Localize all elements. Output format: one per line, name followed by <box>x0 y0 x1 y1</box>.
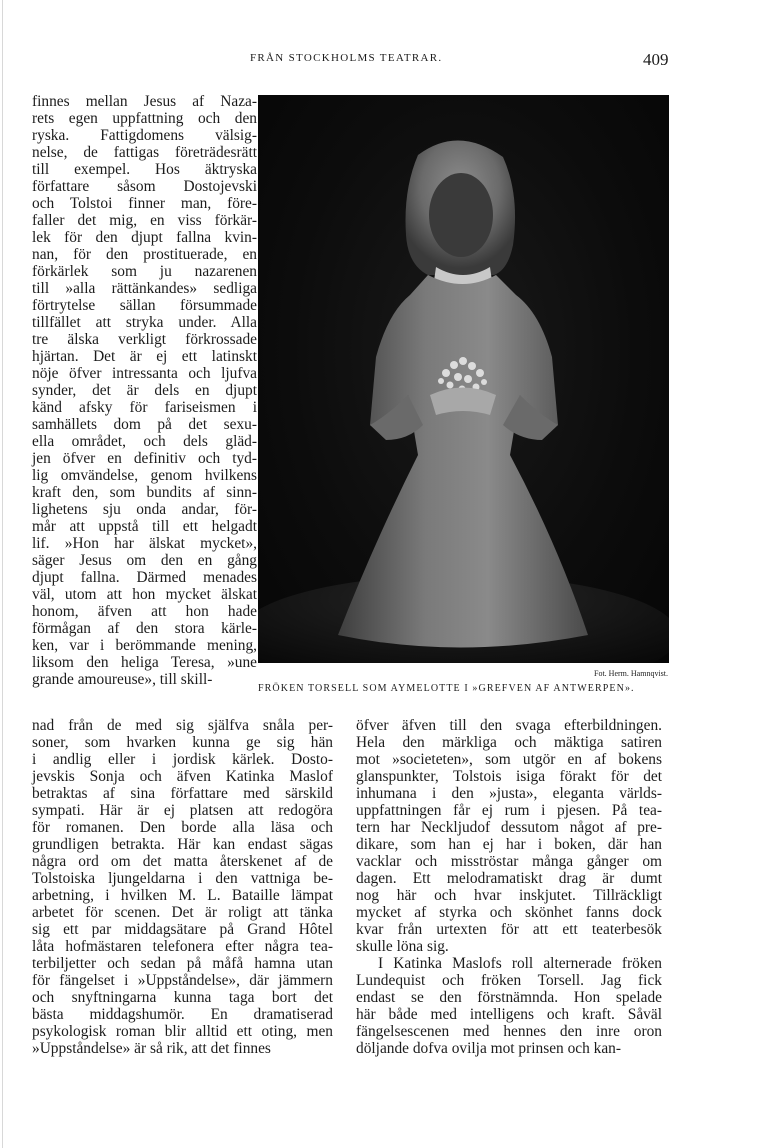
text-line: dikare, som han ej har i boken, där han <box>356 836 662 853</box>
text-line: kvar från urtexten för att ett teaterbesök <box>356 921 662 938</box>
text-line: djupt fallna. Därmed menades <box>32 569 257 586</box>
text-line: uppfattningen får ej rum i pjesen. På tea- <box>356 802 662 819</box>
running-title: FRÅN STOCKHOLMS TEATRAR. <box>250 52 443 64</box>
text-line: tre älska verkligt förkrossade <box>32 331 257 348</box>
text-line: ken, var i berömmande mening, <box>32 637 257 654</box>
text-line: endast se den förstnämnda. Hon spelade <box>356 989 662 1006</box>
left-column-bottom-text <box>32 717 333 1057</box>
text-line: för romanen. Den borde alla läsa och <box>32 819 333 836</box>
right-column-bottom-text <box>356 717 662 1057</box>
text-line: lek för den djupt fallna kvin- <box>32 229 257 246</box>
text-line: säger Jesus om den en gång <box>32 552 257 569</box>
text-line: i andlig eller i jordisk kärlek. Dosto- <box>32 751 333 768</box>
text-line: faller det mig, en viss förkär- <box>32 212 257 229</box>
text-line: förmågan af den stora kärle- <box>32 620 257 637</box>
text-line: glanspunkter, Tolstois isiga förakt för det <box>356 768 662 785</box>
text-line: förtrytelse sällan försummade <box>32 297 257 314</box>
text-line: jen öfver en definitiv och tyd- <box>32 450 257 467</box>
text-line: nöje öfver intressanta och ljufva <box>32 365 257 382</box>
text-line: nan, för den prostituerade, en <box>32 246 257 263</box>
text-line: lig omvändelse, genom hvilkens <box>32 467 257 484</box>
page-number: 409 <box>643 50 669 69</box>
text-line: vacklar och misströstar många gånger om <box>356 853 662 870</box>
text-line: jevskis Sonja och äfven Katinka Maslof <box>32 768 333 785</box>
text-line: till exempel. Hos äktryska <box>32 161 257 178</box>
text-line: döljande dofva ovilja mot prinsen och kan- <box>356 1040 621 1057</box>
text-line: några ord om det matta återskenet af de <box>32 853 333 870</box>
left-column-top-text <box>32 93 257 688</box>
actress-photograph <box>258 95 669 663</box>
text-line: för fängelset i »Uppståndelse», där jämmern <box>32 972 333 989</box>
text-line: mycket af styrka och skönhet fanns dock <box>356 904 662 921</box>
text-line: bästa middagshumör. En dramatiserad <box>32 1006 333 1023</box>
text-line: skulle löna sig. <box>356 938 449 955</box>
text-line: öfver äfven till den svaga efterbildningen. <box>356 717 662 734</box>
text-line: honom, äfven att hon hade <box>32 603 257 620</box>
text-line: och Tolstoi finner man, före- <box>32 195 257 212</box>
text-line: psykologisk roman blir alltid ett oting, men <box>32 1023 333 1040</box>
text-line: väl, utom att hon mycket älskat <box>32 586 257 603</box>
text-line: förkärlek som ju nazarenen <box>32 263 257 280</box>
text-line: I Katinka Maslofs roll alternerade fröken <box>378 955 662 972</box>
text-line: Lundequist och fröken Torsell. Jag fick <box>356 972 662 989</box>
text-line: arbetet för scenen. Det är roligt att tänka <box>32 904 333 921</box>
text-line: sympati. Här är ej platsen att redogöra <box>32 802 333 819</box>
text-line: inhumana i den »justa», eleganta världs- <box>356 785 662 802</box>
text-line: rets egen uppfattning och den <box>32 110 257 127</box>
actress-figure-illustration <box>258 95 669 663</box>
text-line: terbiljetter och sedan på måfå hamna utan <box>32 955 333 972</box>
text-line: samhällets dom på det sexu- <box>32 416 257 433</box>
text-line: kraft den, som bundits af sinn- <box>32 484 257 501</box>
text-line: låta hofmästaren telefonera efter några tea- <box>32 938 333 955</box>
text-line: ryska. Fattigdomens välsig- <box>32 127 257 144</box>
text-line: tillfället att stryka under. Alla <box>32 314 257 331</box>
text-line: lif. »Hon har älskat mycket», <box>32 535 257 552</box>
text-line: Tolstoiska ljungeldarna i den vattniga be- <box>32 870 333 887</box>
text-line: nelse, de fattigas företrädesrätt <box>32 144 257 161</box>
text-line: hjärtan. Det är ej ett latinskt <box>32 348 257 365</box>
text-line: betraktas af sina författare med särskild <box>32 785 333 802</box>
text-line: känd afsky för fariseismen i <box>32 399 257 416</box>
text-line: fängelsescenen med hennes den inre oron <box>356 1023 662 1040</box>
text-line: här både med intelligens och kraft. Såväl <box>356 1006 662 1023</box>
text-line: grande amoureuse», till skill- <box>32 671 213 688</box>
photo-credit: Fot. Herm. Hamnqvist. <box>594 669 668 678</box>
text-line: lighetens sju onda andar, för- <box>32 501 257 518</box>
text-line: nog här och hvar inskjutet. Tillräckligt <box>356 887 662 904</box>
text-line: »Uppståndelse» är så rik, att det finnes <box>32 1040 271 1057</box>
text-line: sig ett par middagsätare på Grand Hôtel <box>32 921 333 938</box>
text-line: finnes mellan Jesus af Naza- <box>32 93 257 110</box>
text-line: nad från de med sig själfva snåla per- <box>32 717 333 734</box>
text-line: liksom den heliga Teresa, »une <box>32 654 257 671</box>
text-line: grundligen betrakta. Här kan endast sägas <box>32 836 333 853</box>
text-line: soner, som hvarken kunna ge sig hän <box>32 734 333 751</box>
text-line: mot »societeten», som utgör en af bokens <box>356 751 662 768</box>
text-line: författare såsom Dostojevski <box>32 178 257 195</box>
text-line: tern har Neckljudof dessutom något af pre- <box>356 819 662 836</box>
scan-margin-line <box>2 0 3 1148</box>
text-line: dagen. Ett melodramatiskt drag är dumt <box>356 870 662 887</box>
text-line: till »alla rättänkandes» sedliga <box>32 280 257 297</box>
photo-caption: FRÖKEN TORSELL SOM AYMELOTTE I »GREFVEN AF ANTWERPEN». <box>258 683 635 694</box>
text-line: och snyftningarna kunna taga bort det <box>32 989 333 1006</box>
text-line: Hela den märkliga och mäktiga satiren <box>356 734 662 751</box>
text-line: synder, det är dels en djupt <box>32 382 257 399</box>
text-line: ella området, och dels gläd- <box>32 433 257 450</box>
text-line: mår att uppstå till ett helgadt <box>32 518 257 535</box>
text-line: arbetning, i hvilken M. L. Bataille lämpat <box>32 887 333 904</box>
